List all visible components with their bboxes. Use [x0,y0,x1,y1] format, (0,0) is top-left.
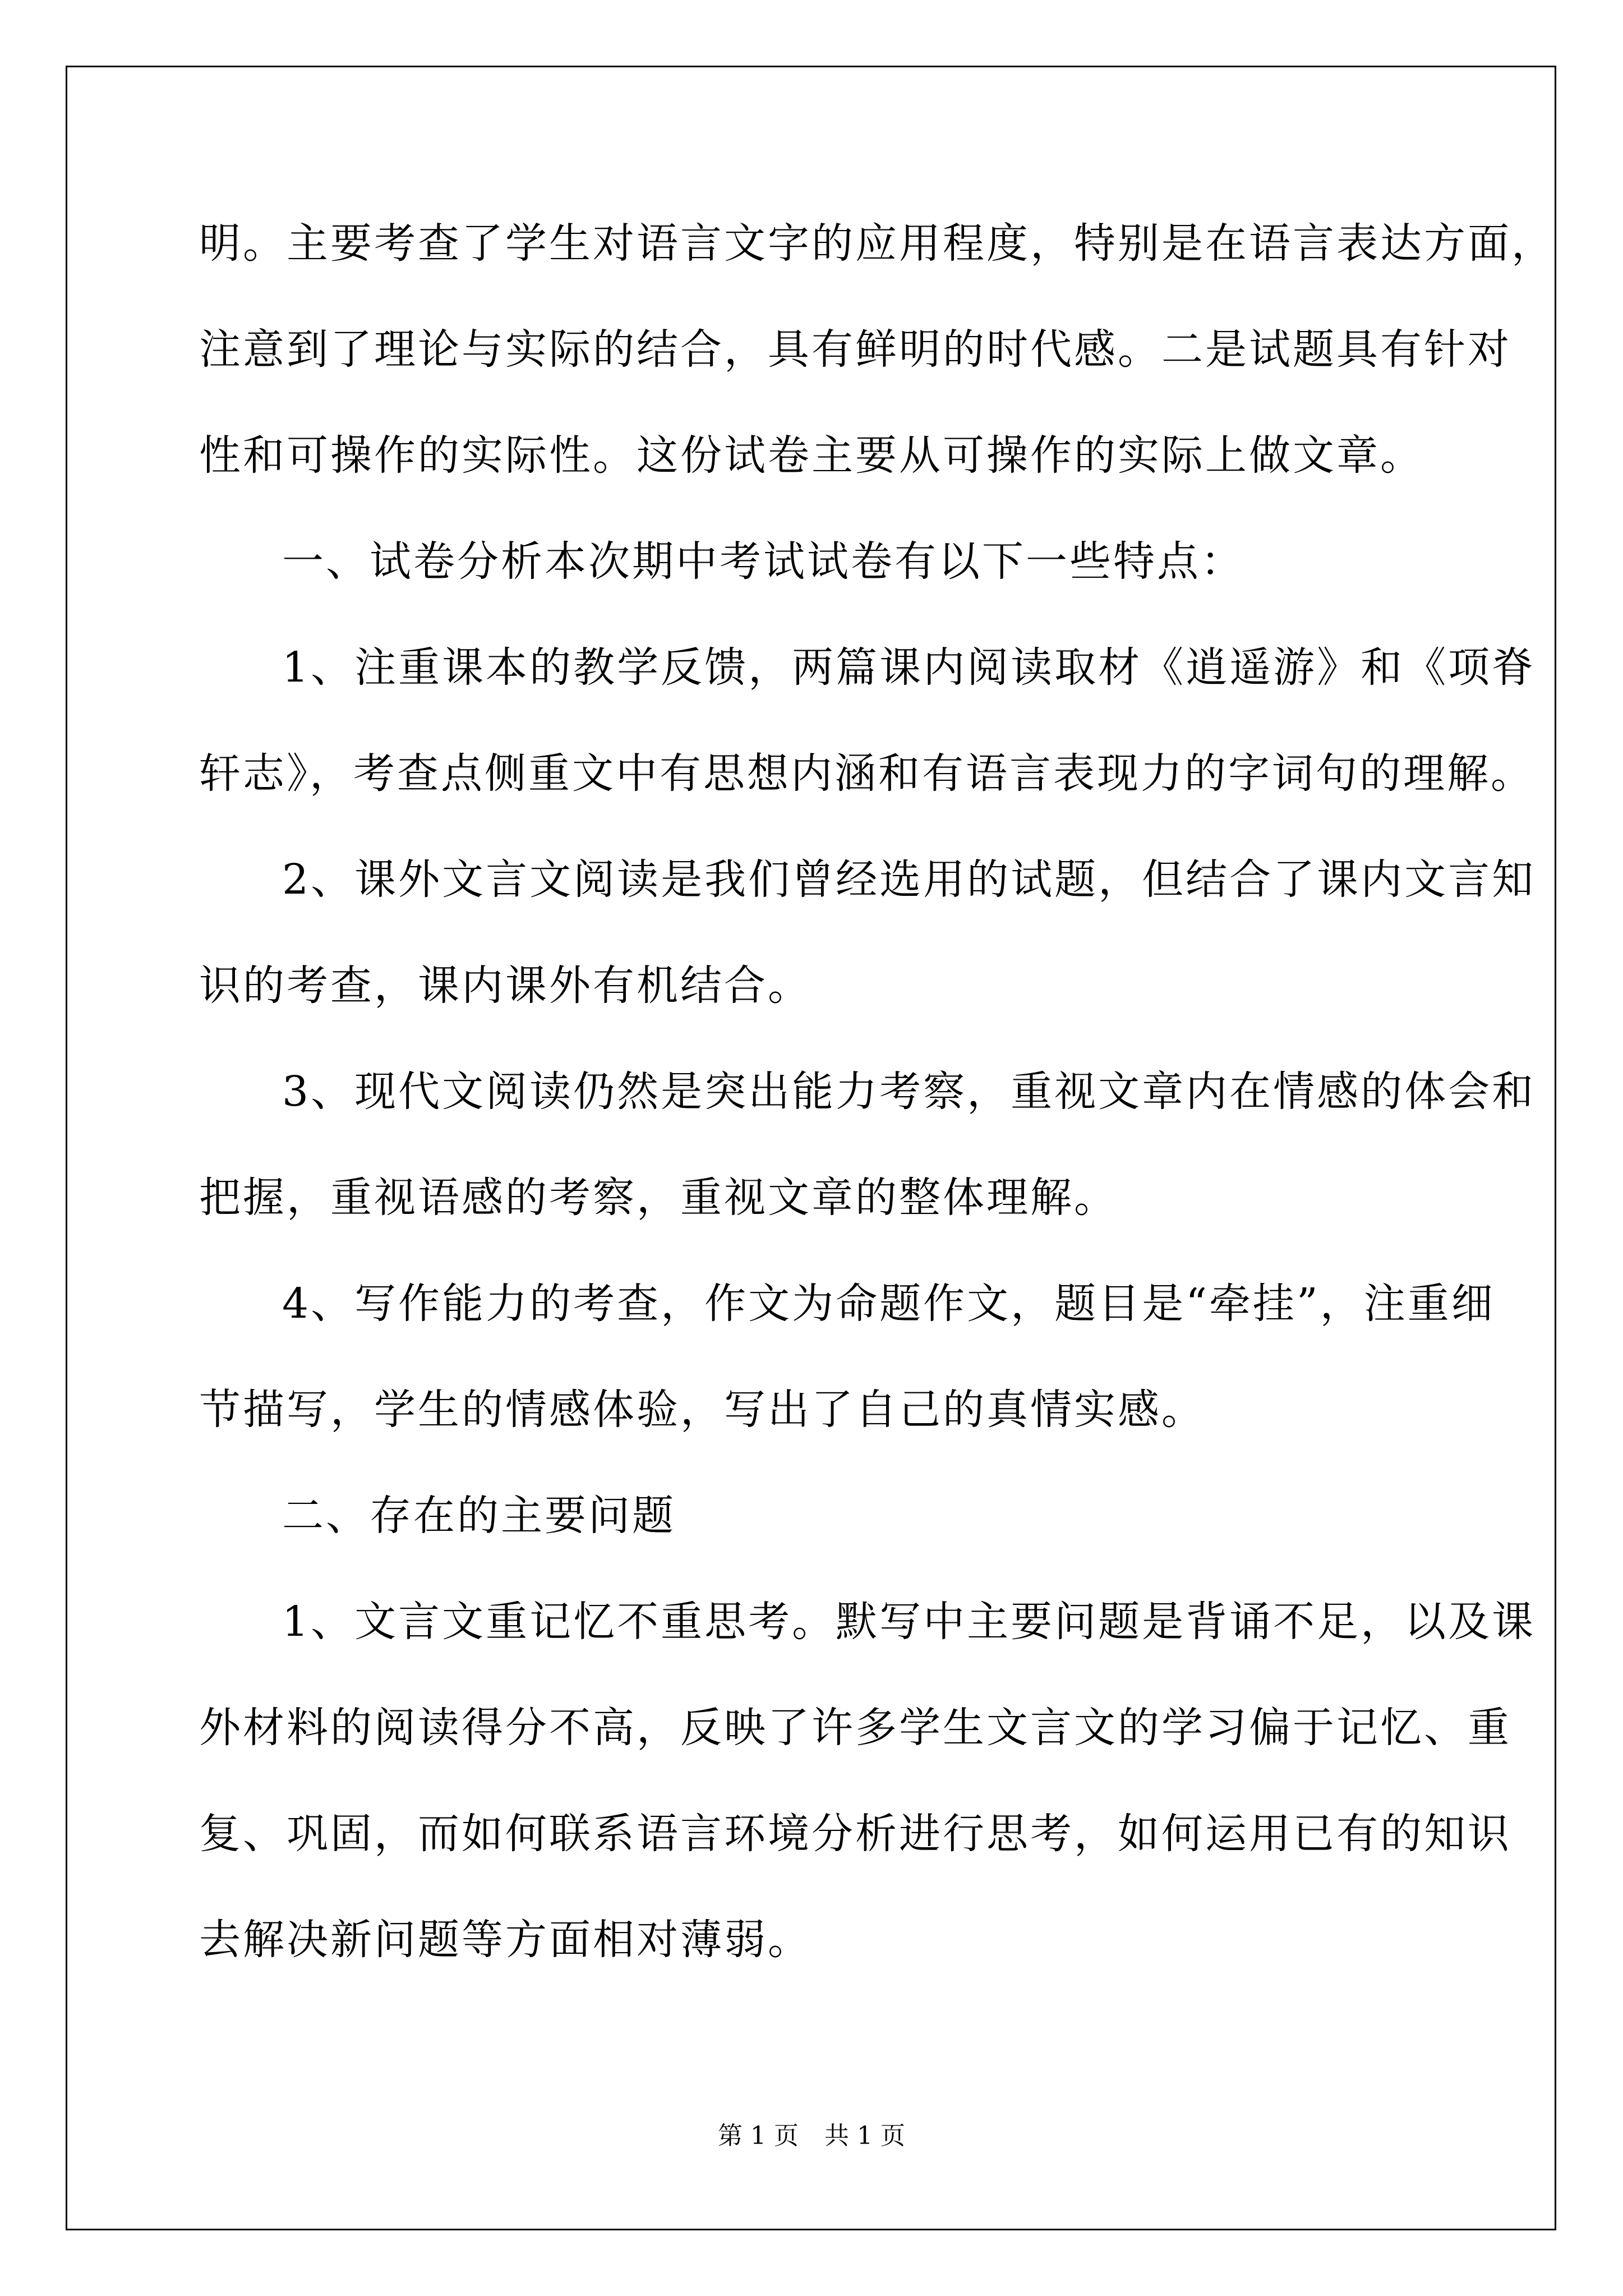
text-line: 注意到了理论与实际的结合，具有鲜明的时代感。二是试题具有针对 [199,325,1511,374]
text-line: 把握，重视语感的考察，重视文章的整体理解。 [199,1174,1118,1222]
page-number: 第 1 页 [718,2122,799,2150]
section-heading: 二、存在的主要问题 [282,1492,676,1540]
text-line: 性和可操作的实际性。这份试卷主要从可操作的实际上做文章。 [199,431,1424,480]
page-total: 共 1 页 [824,2122,905,2150]
text-line: 复、巩固，而如何联系语言环境分析进行思考，如何运用已有的知识 [199,1810,1511,1858]
text-line: 轩志》，考查点侧重文中有思想内涵和有语言表现力的字词句的理解。 [199,749,1534,798]
document-body [199,191,1555,1993]
text-line: 去解决新问题等方面相对薄弱。 [199,1916,811,1964]
text-line: 1、注重课本的教学反馈，两篇课内阅读取材《逍遥游》和《项脊 [282,643,1536,692]
text-line: 2、课外文言文阅读是我们曾经选用的试题，但结合了课内文言知 [282,855,1536,904]
text-line: 1、文言文重记忆不重思考。默写中主要问题是背诵不足，以及课 [282,1598,1536,1646]
text-line: 明。主要考查了学生对语言文字的应用程度，特别是在语言表达方面， [199,219,1555,268]
section-heading: 一、试卷分析本次期中考试试卷有以下一些特点： [282,537,1244,586]
text-line: 3、现代文阅读仍然是突出能力考察，重视文章内在情感的体会和 [282,1068,1536,1116]
text-line: 节描写，学生的情感体验，写出了自己的真情实感。 [199,1386,1205,1434]
text-line: 外材料的阅读得分不高，反映了许多学生文言文的学习偏于记忆、重 [199,1704,1511,1752]
text-line: 识的考查，课内课外有机结合。 [199,961,811,1010]
text-line: 4、写作能力的考查，作文为命题作文，题目是“牵挂”，注重细 [282,1280,1495,1328]
page-footer [0,2119,1623,2153]
